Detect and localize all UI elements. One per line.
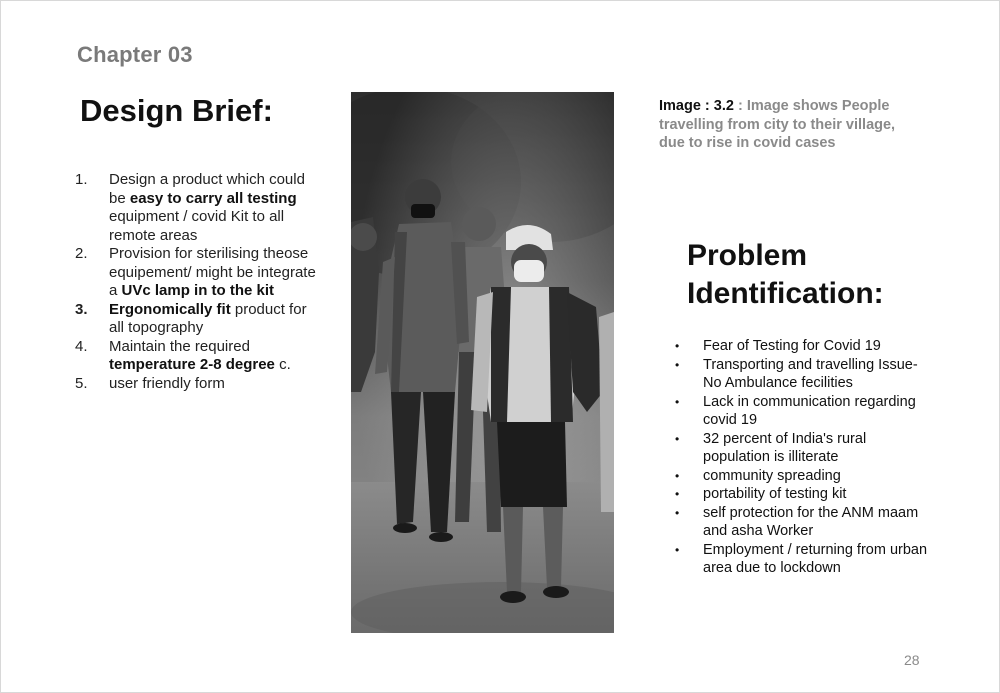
- brief-bold-text: UVc lamp in to the kit: [121, 282, 275, 299]
- migrants-photo: [351, 92, 614, 633]
- problem-item: • portability of testing kit: [674, 485, 934, 504]
- brief-item-number: 2.: [75, 245, 88, 262]
- brief-item-number: 4.: [75, 337, 88, 355]
- page-number: 28: [904, 652, 920, 668]
- image-caption: [659, 97, 919, 153]
- brief-item: [75, 301, 325, 338]
- brief-item-number: 3.: [75, 300, 88, 318]
- brief-text: Maintain the required: [109, 337, 250, 355]
- problem-item: • 32 percent of India's rural population is illiterate: [674, 430, 934, 467]
- image-caption-label: Image : 3.2: [659, 98, 734, 114]
- problem-list: [674, 337, 934, 578]
- design-brief-list: [75, 171, 325, 393]
- image-caption-text: : Image shows People travelling from city to their village, due to rise in covid cases: [659, 98, 896, 151]
- brief-bold-text: easy to carry all testing: [129, 189, 297, 207]
- brief-item-number: 1.: [75, 171, 88, 188]
- problem-title-line1: Problem: [687, 239, 808, 272]
- problem-title-line2: Identification:: [687, 277, 884, 310]
- brief-text: equipment / covid Kit to all remote areas: [109, 208, 285, 244]
- brief-text: product for all topography: [109, 300, 307, 336]
- brief-text: Provision for sterilising theose equipement/ might be integrate a: [109, 245, 316, 299]
- problem-identification-title: [687, 237, 884, 313]
- brief-item: [75, 338, 325, 375]
- brief-bold-text: temperature 2-8 degree: [109, 356, 275, 373]
- design-brief-title: Design Brief:: [80, 93, 273, 128]
- brief-text: c.: [274, 356, 291, 373]
- problem-item: • Fear of Testing for Covid 19: [674, 337, 934, 356]
- brief-item: [75, 375, 325, 394]
- brief-item: [75, 245, 325, 301]
- chapter-heading: Chapter 03: [77, 42, 193, 67]
- migrants-photo-illustration: [351, 92, 614, 633]
- brief-text: user friendly form: [109, 374, 225, 392]
- problem-item: • community spreading: [674, 467, 934, 486]
- brief-bold-text: Ergonomically fit: [109, 300, 231, 318]
- problem-item: • Employment / returning from urban area due to lockdown: [674, 541, 934, 578]
- brief-item-number: 5.: [75, 374, 88, 392]
- brief-text: Design a product which could be: [109, 171, 305, 207]
- brief-item: [75, 171, 325, 245]
- problem-item: • Transporting and travelling Issue- No Ambulance fecilities: [674, 356, 934, 393]
- problem-item: • Lack in communication regarding covid 19: [674, 393, 934, 430]
- problem-item: • self protection for the ANM maam and asha Worker: [674, 504, 934, 541]
